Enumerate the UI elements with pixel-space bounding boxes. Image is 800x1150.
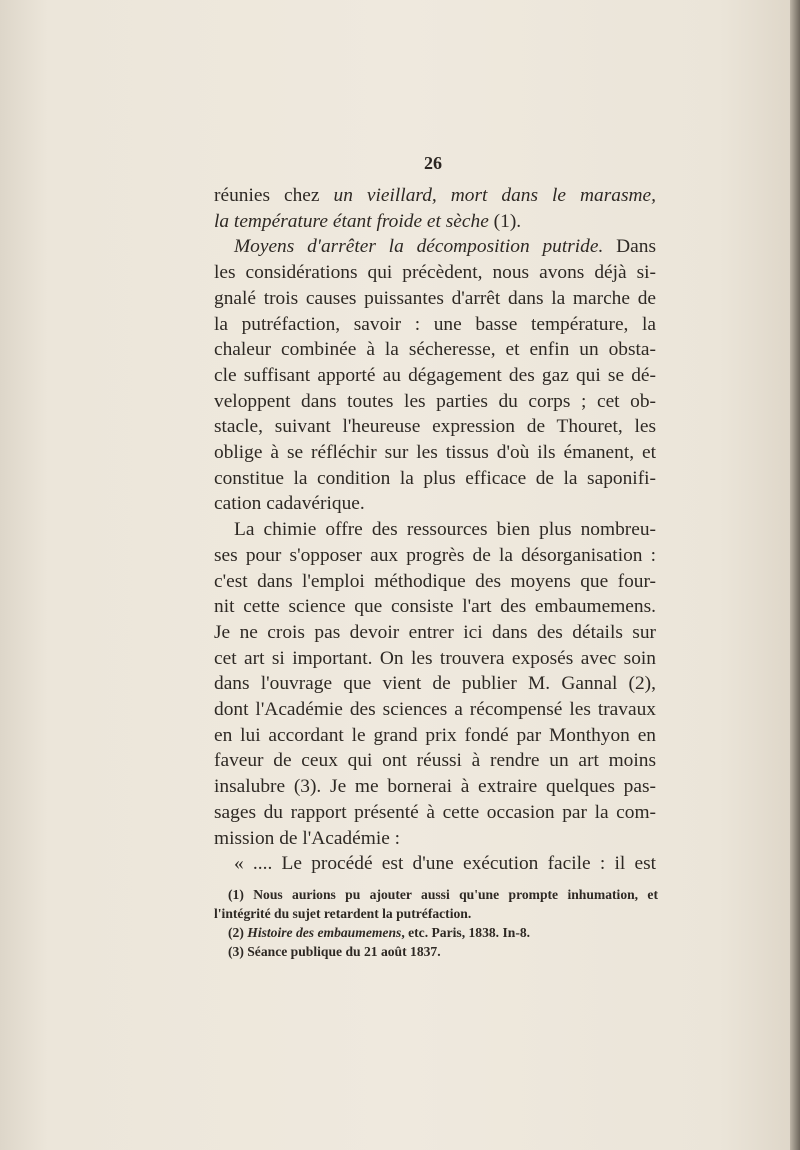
- paragraph-3-line: Je ne crois pas devoir entrer ici dans des détails sur: [214, 621, 656, 643]
- paragraph-3-line: dans l'ouvrage que vient de publier M. Gannal (2),: [214, 673, 656, 695]
- paragraph-3-line: nit cette science que consiste l'art des embaumemens.: [214, 596, 656, 618]
- paragraph-3-line: sages du rapport présenté à cette occasion par la com-: [214, 801, 656, 823]
- paragraph-3-line: faveur de ceux qui ont réussi à rendre un art moins: [214, 750, 656, 772]
- paragraph-2-line: constitue la condition la plus efficace de la saponifi-: [214, 467, 656, 489]
- paragraph-2-line: les considérations qui précèdent, nous avons déjà si-: [214, 262, 656, 284]
- paragraph-3-line: mission de l'Académie :: [214, 827, 401, 849]
- paragraph-3-line: ses pour s'opposer aux progrès de la désorganisation :: [214, 544, 656, 566]
- footnote-3: (3) Séance publique du 21 août 1837.: [228, 944, 441, 959]
- paragraph-2-line: stacle, suivant l'heureuse expression de Thouret, les: [214, 416, 656, 438]
- paragraph-3-line: insalubre (3). Je me bornerai à extraire quelques pas-: [214, 776, 656, 798]
- paragraph-2-line: veloppent dans toutes les parties du corps ; cet ob-: [214, 390, 656, 412]
- paragraph-2-line: cation cadavérique.: [214, 493, 365, 515]
- paragraph-3-line: c'est dans l'emploi méthodique des moyens que four-: [214, 570, 656, 592]
- paragraph-3-line: dont l'Académie des sciences a récompensé les travaux: [214, 699, 656, 721]
- main-text: [214, 183, 656, 877]
- paragraph-2-line: gnalé trois causes puissantes d'arrêt dans la marche de: [214, 287, 656, 309]
- paragraph-4-line-1: « .... Le procédé est d'une exécution facile : il est: [234, 853, 656, 875]
- footnotes: [214, 885, 658, 961]
- paragraph-2-line: la putréfaction, savoir : une basse température, la: [214, 313, 656, 335]
- footnote-1-line-2: l'intégrité du sujet retardent la putréfaction.: [214, 906, 472, 921]
- paragraph-2-line-1: Moyens d'arrêter la décomposition putride. Dans: [234, 236, 656, 258]
- section-heading: Moyens d'arrêter la décomposition putride.: [234, 236, 604, 258]
- paragraph-1-line-2: la température étant froide et sèche (1).: [214, 210, 522, 232]
- page-number: 26: [424, 153, 442, 173]
- paragraph-2-line: cle suffisant apporté au dégagement des gaz qui se dé-: [214, 364, 656, 386]
- paragraph-3-line: en lui accordant le grand prix fondé par Monthyon en: [214, 724, 656, 746]
- paragraph-3-line: cet art si important. On les trouvera exposés avec soin: [214, 647, 656, 669]
- paragraph-1-line-1: réunies chez un vieillard, mort dans le marasme,: [214, 185, 656, 206]
- paragraph-2-line: chaleur combinée à la sécheresse, et enfin un obsta-: [214, 339, 656, 361]
- footnote-2: (2) Histoire des embaumemens, etc. Paris, 1838. In-8.: [228, 925, 531, 940]
- paragraph-3-line: La chimie offre des ressources bien plus nombreu-: [234, 519, 656, 541]
- paragraph-2-line: oblige à se réfléchir sur les tissus d'où ils émanent, et: [214, 442, 656, 464]
- footnote-1-line-1: (1) Nous aurions pu ajouter aussi qu'une prompte inhumation, et: [228, 887, 658, 902]
